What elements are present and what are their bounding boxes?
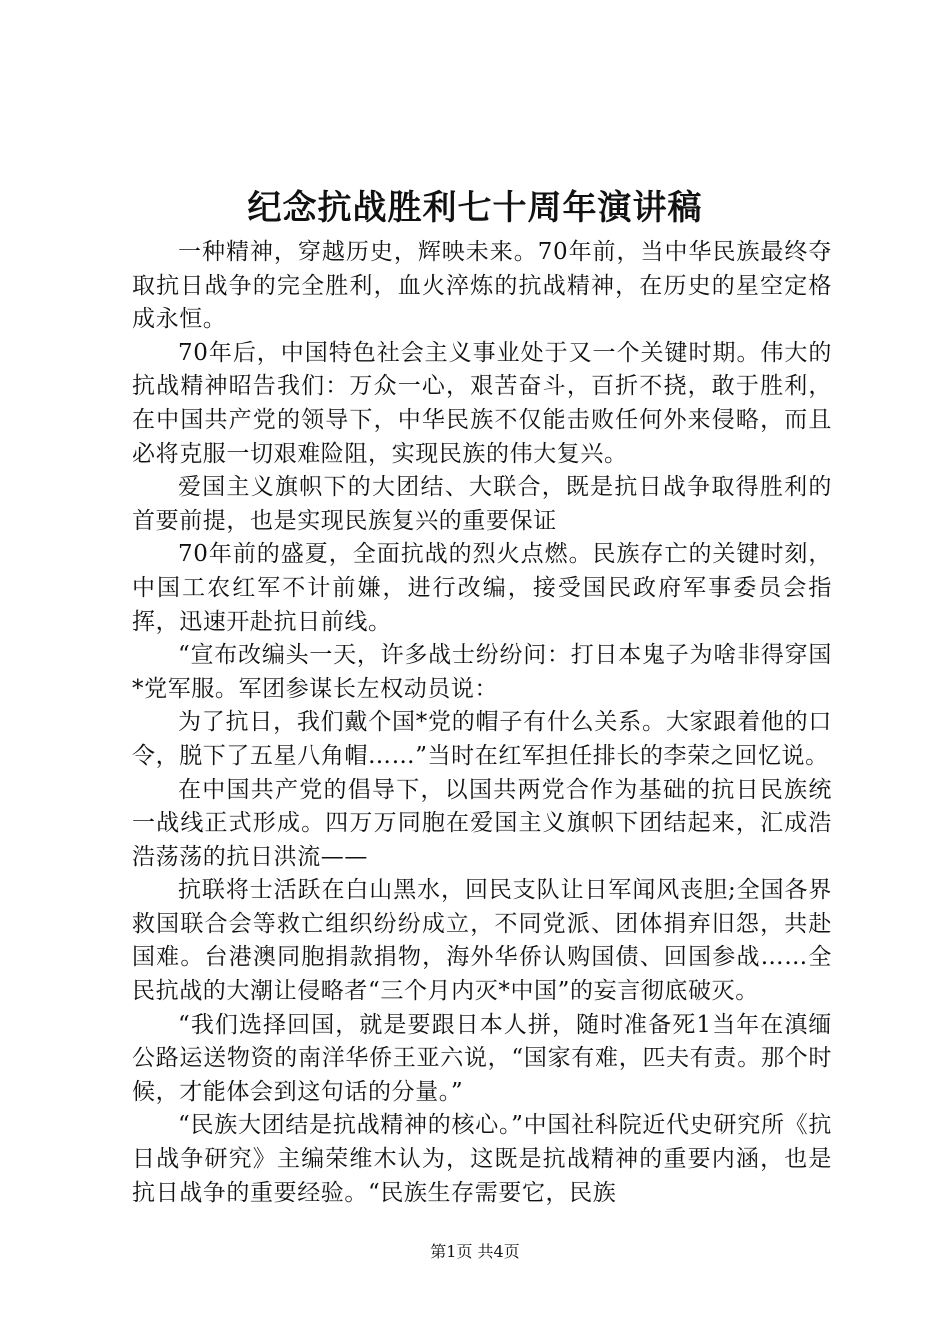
paragraph: “民族大团结是抗战精神的核心。”中国社科院近代史研究所《抗日战争研究》主编荣维木认为，这既是抗战精神的重要内涵，也是抗日战争的重要经验。“民族生存需要它，民族 bbox=[132, 1112, 832, 1206]
paragraph: 爱国主义旗帜下的大团结、大联合，既是抗日战争取得胜利的首要前提，也是实现民族复兴的重要保证 bbox=[132, 474, 832, 534]
paragraph: 抗联将士活跃在白山黑水，回民支队让日军闻风丧胆;全国各界救国联合会等救亡组织纷纷成立，不同党派、团体捐弃旧怨，共赴国难。台港澳同胞捐款捐物，海外华侨认购国债、回国参战……全民抗战的大潮让侵略者“三个月内灭*中国”的妄言彻底破灭。 bbox=[132, 877, 832, 1005]
document-title: 纪念抗战胜利七十周年演讲稿 bbox=[247, 188, 703, 228]
page-footer: 第1页 共4页 bbox=[430, 1242, 520, 1261]
paragraph: 70年后，中国特色社会主义事业处于又一个关键时期。伟大的抗战精神昭告我们：万众一心，艰苦奋斗，百折不挠，敢于胜利，在中国共产党的领导下，中华民族不仅能击败任何外来侵略，而且必将克服一切艰难险阻，实现民族的伟大复兴。 bbox=[132, 339, 832, 467]
document-body bbox=[132, 236, 832, 1210]
paragraph: 70年前的盛夏，全面抗战的烈火点燃。民族存亡的关键时刻，中国工农红军不计前嫌，进行改编，接受国民政府军事委员会指挥，迅速开赴抗日前线。 bbox=[132, 541, 832, 635]
paragraph: “宣布改编头一天，许多战士纷纷问：打日本鬼子为啥非得穿国*党军服。军团参谋长左权动员说： bbox=[132, 642, 832, 702]
paragraph: “我们选择回国，就是要跟日本人拼，随时准备死1当年在滇缅公路运送物资的南洋华侨王亚六说，“国家有难，匹夫有责。那个时候，才能体会到这句话的分量。” bbox=[132, 1011, 832, 1105]
paragraph: 在中国共产党的倡导下，以国共两党合作为基础的抗日民族统一战线正式形成。四万万同胞在爱国主义旗帜下团结起来，汇成浩浩荡荡的抗日洪流—— bbox=[132, 776, 832, 870]
paragraph: 为了抗日，我们戴个国*党的帽子有什么关系。大家跟着他的口令，脱下了五星八角帽……”当时在红军担任排长的李荣之回忆说。 bbox=[132, 709, 832, 769]
paragraph: 一种精神，穿越历史，辉映未来。70年前，当中华民族最终夺取抗日战争的完全胜利，血火淬炼的抗战精神，在历史的星空定格成永恒。 bbox=[132, 239, 832, 333]
